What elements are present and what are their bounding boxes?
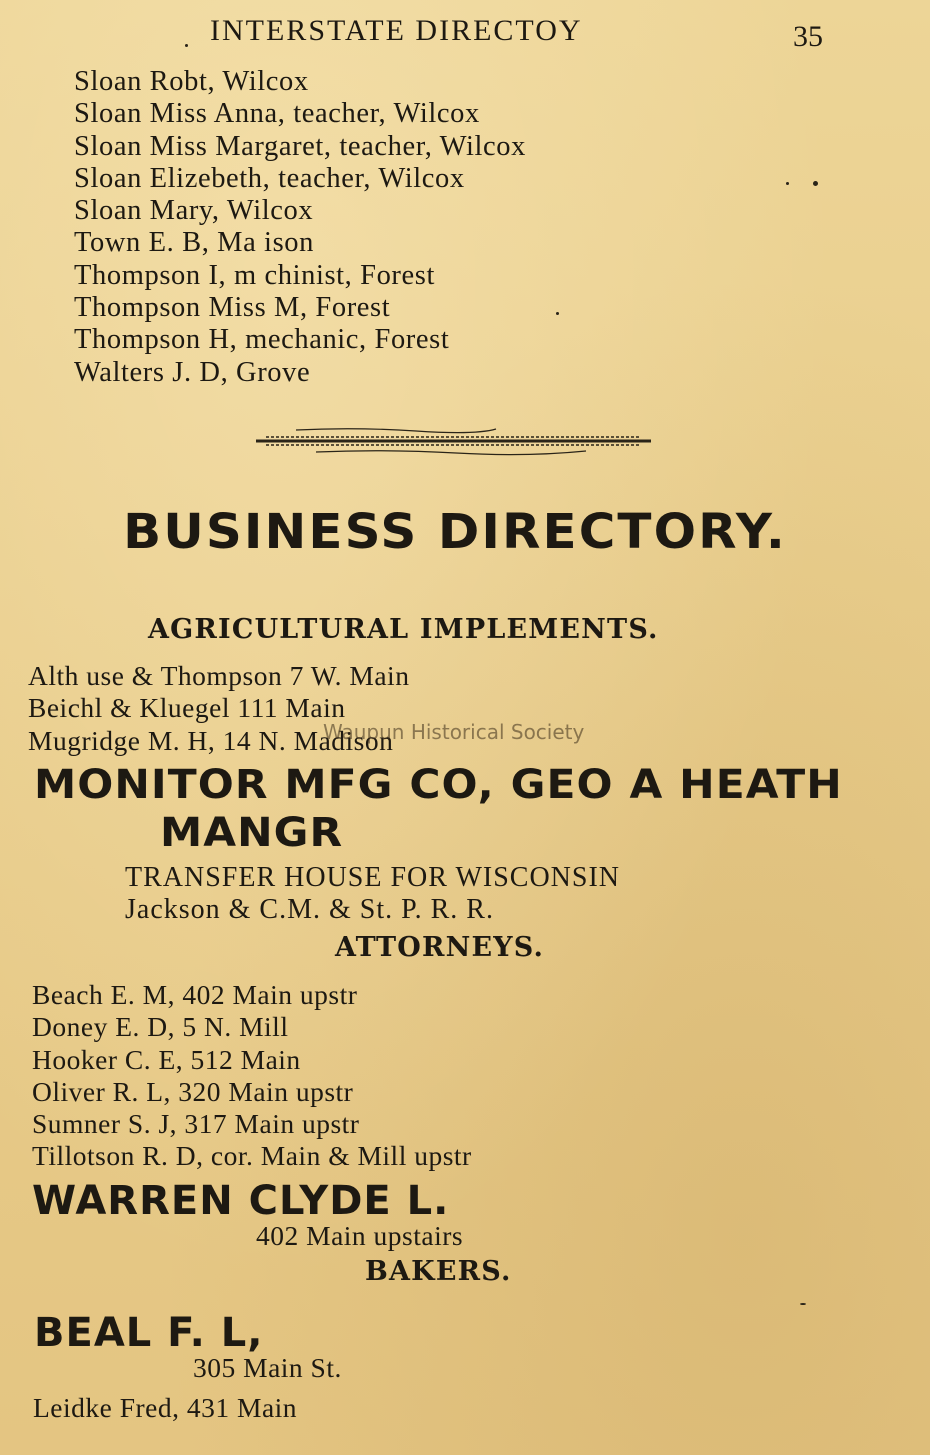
list-item: Thompson I, m chinist, Forest <box>74 259 435 291</box>
list-item: Sloan Elizebeth, teacher, Wilcox <box>74 162 465 194</box>
list-item: Sloan Robt, Wilcox <box>74 66 309 97</box>
featured-listing-address: 402 Main upstairs <box>256 1220 464 1251</box>
list-item: Hooker C. E, 512 Main <box>32 1043 301 1075</box>
watermark-text: Waupun Historical Society <box>323 720 585 744</box>
list-item: Town E. B, Ma ison <box>74 227 314 259</box>
attorneys-list <box>32 979 472 1173</box>
list-item: Oliver R. L, 320 Main upstr <box>32 1075 354 1107</box>
detail-line: Jackson & C.M. & St. P. R. R. <box>125 894 494 925</box>
list-item: Sloan Mary, Wilcox <box>74 195 314 227</box>
list-item: Sumner S. J, 317 Main upstr <box>32 1108 360 1140</box>
featured-listing-detail <box>125 862 620 926</box>
list-item: Thompson H, mechanic, Forest <box>74 324 450 356</box>
featured-listing-address: 305 Main St. <box>193 1352 342 1383</box>
list-item: Doney E. D, 5 N. Mill <box>32 1011 289 1043</box>
ornamental-rule <box>256 426 651 456</box>
resident-list <box>74 66 526 389</box>
list-item: Mugridge M. H, 14 N. Madison <box>28 724 394 756</box>
list-item: Tillotson R. D, cor. Main & Mill upstr <box>32 1140 472 1172</box>
featured-listing-monitor: MONITOR MFG CO, GEO A HEATH <box>34 762 843 808</box>
list-item: Thompson Miss M, Forest <box>74 292 391 324</box>
category-heading-attorneys: ATTORNEYS. <box>335 932 545 963</box>
ink-speck <box>813 181 818 186</box>
list-item: Beichl & Kluegel 111 Main <box>28 692 346 724</box>
category-heading-agricultural: AGRICULTURAL IMPLEMENTS. <box>148 614 659 645</box>
featured-listing-warren: WARREN CLYDE L. <box>32 1178 450 1224</box>
list-item: Sloan Miss Margaret, teacher, Wilcox <box>74 130 526 162</box>
featured-listing-beal: BEAL F. L, <box>34 1310 264 1356</box>
ink-speck <box>556 312 559 315</box>
list-item: Sloan Miss Anna, teacher, Wilcox <box>74 98 480 130</box>
category-heading-bakers: BAKERS. <box>365 1256 512 1287</box>
list-item: Beach E. M, 402 Main upstr <box>32 979 358 1010</box>
list-item: Alth use & Thompson 7 W. Main <box>28 660 410 691</box>
ink-speck <box>800 1303 806 1305</box>
ink-speck <box>185 44 188 47</box>
ink-speck <box>786 182 789 185</box>
list-item: Leidke Fred, 431 Main <box>33 1392 298 1423</box>
detail-line: TRANSFER HOUSE FOR WISCONSIN <box>125 862 621 893</box>
featured-listing-monitor-cont: MANGR <box>160 810 344 856</box>
running-head: INTERSTATE DIRECTOY <box>210 14 583 47</box>
business-directory-title: BUSINESS DIRECTORY. <box>123 504 787 560</box>
page-number: 35 <box>793 20 823 53</box>
list-item: Walters J. D, Grove <box>74 356 311 388</box>
